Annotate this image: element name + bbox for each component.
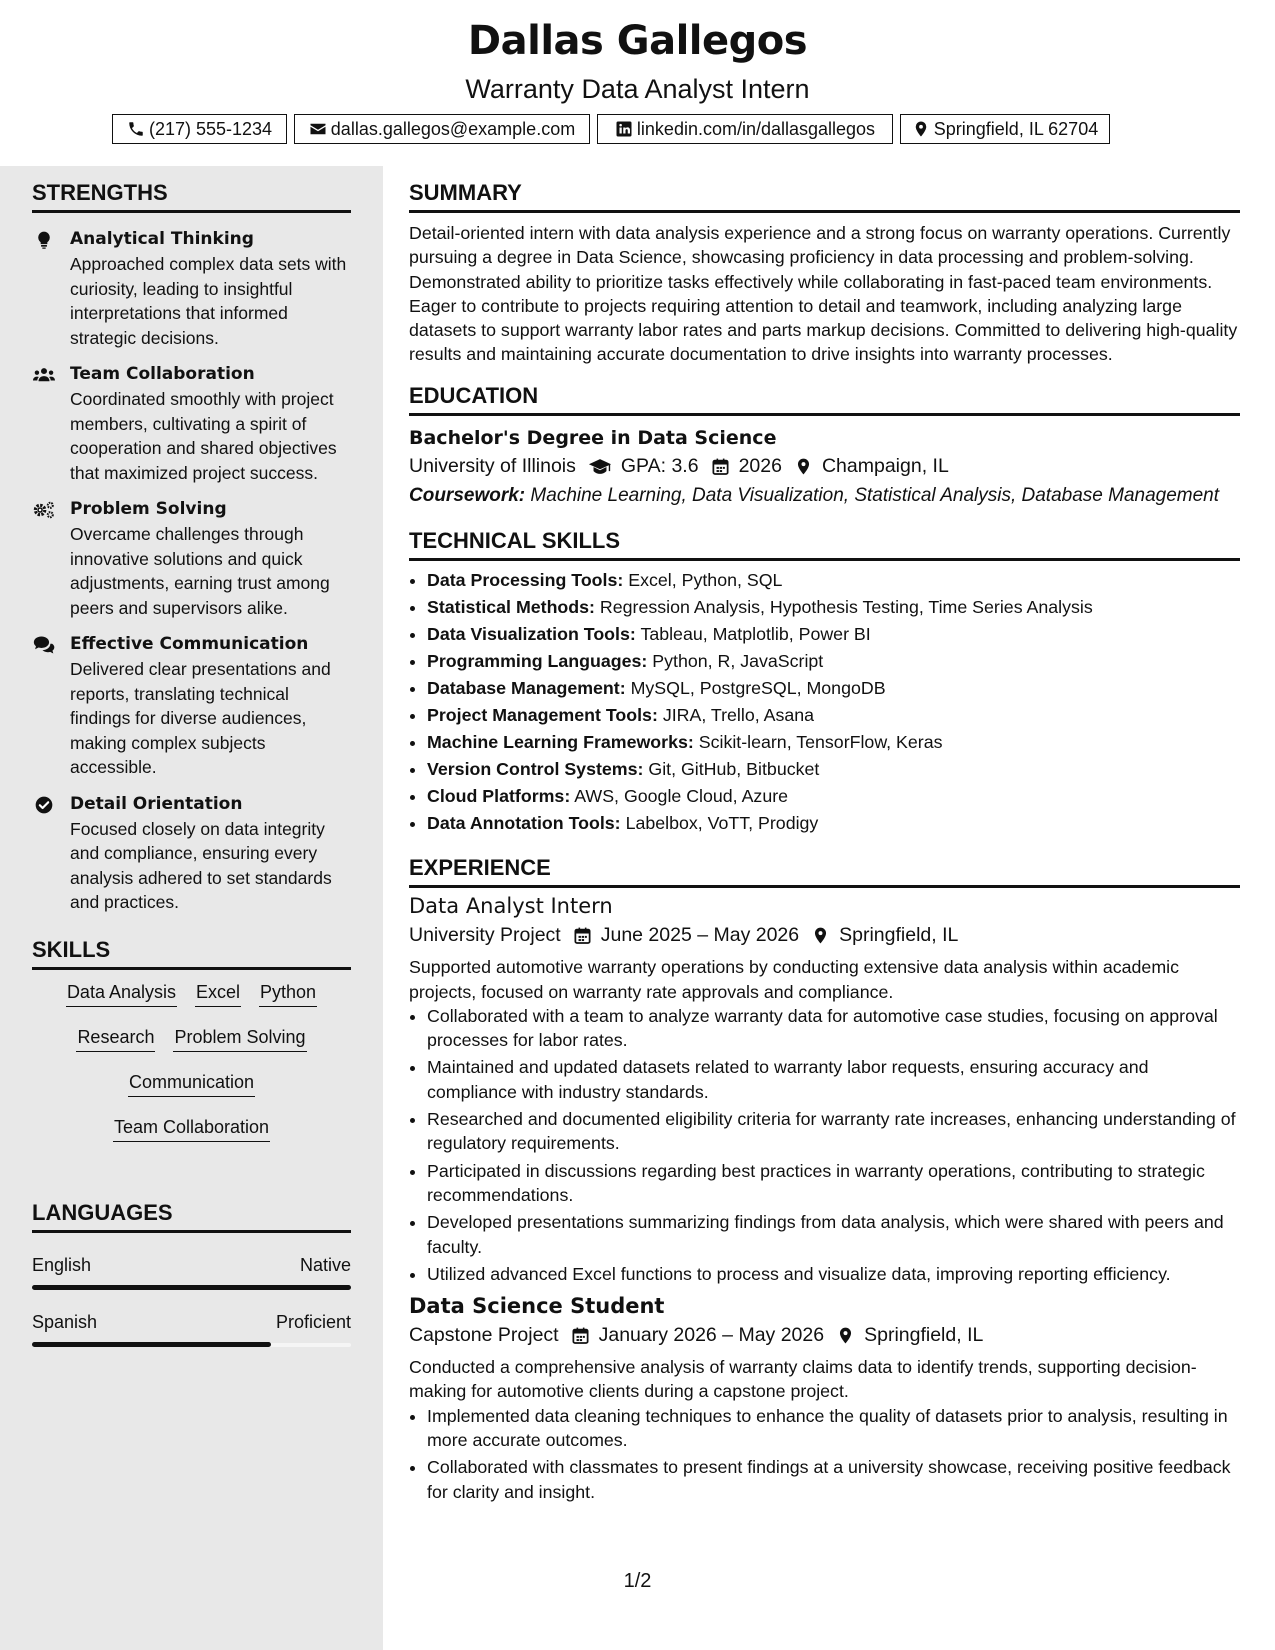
skill-category: Machine Learning Frameworks:: [427, 732, 694, 753]
list-item: • Participated in discussions regarding best practices in warranty operations, contributing to strategic recommendations.: [427, 1159, 1240, 1208]
list-item: • Utilized advanced Excel functions to process and visualize data, improving reporting efficiency.: [427, 1262, 1240, 1286]
envelope-icon: [309, 120, 327, 138]
contact-phone[interactable]: [112, 114, 287, 144]
list-item: [427, 756, 1240, 783]
skill-category: Programming Languages:: [427, 651, 648, 672]
job-summary: Supported automotive warranty operations by conducting extensive data analysis within academic projects, focused on warranty rate approvals and compliance.: [409, 957, 1179, 1002]
job-meta: [409, 924, 1240, 947]
strength-title: Problem Solving: [70, 499, 227, 519]
graduation-year: 2026: [738, 454, 782, 477]
strength-description: Coordinated smoothly with project members, cultivating a spirit of cooperation and shared objectives that maximized project success.: [70, 389, 337, 483]
strength-item: [32, 497, 351, 620]
summary-text: Detail-oriented intern with data analysis experience and a strong focus on warranty operations. Currently pursuing a degree in Data Science, showcasing proficiency in data processing and problem-solving. Demonstrated ability to prioritize tasks effectively while collaborating in fast-paced team environments. Eager to contribute to projects requiring attention to detail and teamwork, including analyzing large datasets to support warranty labor rates and parts markup decisions. Committed to delivering high-quality results and maintaining accurate documentation to drive insights into warranty processes.: [409, 223, 1238, 365]
skill-category: Data Annotation Tools:: [427, 813, 621, 834]
skill-values: Tableau, Matplotlib, Power BI: [640, 624, 871, 645]
skill-category: Data Processing Tools:: [427, 570, 624, 591]
skills-list: [32, 982, 351, 1162]
job-organization: University Project: [409, 924, 561, 947]
language-item: [32, 1312, 351, 1347]
job-title: Data Science Student: [409, 1294, 665, 1319]
chat-bubbles-icon: [32, 634, 56, 656]
school-name: University of Illinois: [409, 454, 576, 477]
strength-description: Focused closely on data integrity and compliance, ensuring every analysis adhered to set standards and practices.: [70, 818, 332, 912]
skill-values: MySQL, PostgreSQL, MongoDB: [630, 678, 886, 699]
skill-tag: Excel: [195, 982, 241, 1007]
calendar-icon: [711, 457, 730, 476]
job-bullets: [409, 1004, 1240, 1286]
map-pin-icon: [836, 1326, 855, 1345]
list-item: • Developed presentations summarizing findings from data analysis, which were shared with peers and faculty.: [427, 1210, 1240, 1259]
language-level: Proficient: [275, 1311, 351, 1332]
languages-heading: LANGUAGES: [32, 1200, 351, 1233]
skill-tag: Team Collaboration: [113, 1117, 270, 1142]
coursework-list: Machine Learning, Data Visualization, Statistical Analysis, Database Management: [530, 484, 1220, 506]
experience-heading: EXPERIENCE: [409, 855, 1240, 888]
map-pin-icon: [794, 457, 813, 476]
job-summary: Conducted a comprehensive analysis of warranty claims data to identify trends, supporting decision-making for automotive clients during a capstone project.: [409, 1357, 1197, 1402]
skills-heading: SKILLS: [32, 937, 351, 970]
skill-values: Git, GitHub, Bitbucket: [648, 759, 820, 780]
strength-description: Overcame challenges through innovative solutions and quick adjustments, earning trust among peers and supervisors alike.: [70, 524, 330, 618]
calendar-icon: [571, 1326, 590, 1345]
language-name: English: [32, 1254, 92, 1275]
contact-phone-text: (217) 555-1234: [148, 118, 273, 139]
skill-tag: Problem Solving: [173, 1027, 306, 1052]
job-dates: January 2026 – May 2026: [598, 1324, 825, 1347]
strength-description: Approached complex data sets with curiosity, leading to insightful interpretations that informed strategic decisions.: [70, 254, 347, 348]
resume-header: [0, 0, 1275, 166]
degree-title: Bachelor's Degree in Data Science: [409, 426, 777, 449]
strengths-heading: STRENGTHS: [32, 180, 351, 213]
page-number: 1/2: [623, 1570, 652, 1592]
list-item: [427, 621, 1240, 648]
experience-entry: [409, 894, 1240, 1286]
skill-category: Statistical Methods:: [427, 597, 595, 618]
skill-category: Database Management:: [427, 678, 626, 699]
check-circle-icon: [32, 794, 56, 816]
linkedin-icon: [615, 120, 633, 138]
list-item: [427, 702, 1240, 729]
strength-item: [32, 632, 351, 780]
skill-values: Scikit-learn, TensorFlow, Keras: [698, 732, 943, 753]
skill-tag: Data Analysis: [66, 982, 177, 1007]
strength-description: Delivered clear presentations and reports, translating technical findings for diverse audiences, making complex subjects accessible.: [70, 659, 331, 777]
skill-values: AWS, Google Cloud, Azure: [574, 786, 789, 807]
skill-tag: Python: [259, 982, 317, 1007]
skill-category: Version Control Systems:: [427, 759, 644, 780]
job-title-heading: Warranty Data Analyst Intern: [465, 74, 810, 104]
strength-title: Effective Communication: [70, 634, 309, 654]
contact-location: [900, 114, 1110, 144]
list-item: • Collaborated with classmates to present findings at a university showcase, receiving positive feedback for clarity and insight.: [427, 1455, 1240, 1504]
education-heading: EDUCATION: [409, 383, 1240, 416]
technical-skills-heading: TECHNICAL SKILLS: [409, 528, 1240, 561]
contact-linkedin[interactable]: [597, 114, 893, 144]
job-location: Springfield, IL: [839, 924, 959, 947]
language-name: Spanish: [32, 1311, 98, 1332]
lightbulb-icon: [32, 229, 56, 251]
contact-bar: [112, 114, 1110, 144]
job-meta: [409, 1324, 1240, 1347]
job-bullets: [409, 1404, 1240, 1504]
skill-values: Regression Analysis, Hypothesis Testing, Time Series Analysis: [599, 597, 1093, 618]
sidebar: [0, 166, 383, 1650]
list-item: • Collaborated with a team to analyze warranty data for automotive case studies, focusing on approval processes for labor rates.: [427, 1004, 1240, 1053]
language-proficiency-bar: [32, 1286, 351, 1290]
job-location: Springfield, IL: [864, 1324, 984, 1347]
job-dates: June 2025 – May 2026: [600, 924, 800, 947]
skill-tag: Communication: [128, 1072, 255, 1097]
graduation-cap-icon: [588, 457, 612, 476]
map-pin-icon: [811, 926, 830, 945]
gears-icon: [32, 499, 56, 521]
experience-entry: [409, 1294, 1240, 1504]
language-proficiency-fill: [32, 1342, 271, 1347]
skill-values: Python, R, JavaScript: [652, 651, 824, 672]
list-item: [427, 594, 1240, 621]
strength-title: Detail Orientation: [70, 793, 243, 814]
technical-skills-list: [409, 567, 1240, 837]
skill-category: Project Management Tools:: [427, 705, 658, 726]
strength-item: [32, 227, 351, 350]
coursework: [409, 484, 1240, 509]
skill-values: Excel, Python, SQL: [628, 570, 783, 591]
main-content: [409, 180, 1240, 1507]
skill-category: Data Visualization Tools:: [427, 624, 636, 645]
list-item: [427, 729, 1240, 756]
list-item: • Researched and documented eligibility criteria for warranty rate increases, enhancing understanding of regulatory requirements.: [427, 1107, 1240, 1156]
strength-item: [32, 362, 351, 485]
list-item: [427, 567, 1240, 594]
strength-item: [32, 792, 351, 915]
list-item: • Maintained and updated datasets related to warranty labor requests, ensuring accuracy and compliance with industry standards.: [427, 1055, 1240, 1104]
job-organization: Capstone Project: [409, 1324, 559, 1347]
strength-title: Team Collaboration: [70, 364, 255, 384]
language-item: [32, 1255, 351, 1290]
language-level: Native: [299, 1254, 351, 1275]
skill-values: Labelbox, VoTT, Prodigy: [625, 813, 819, 834]
skill-values: JIRA, Trello, Asana: [662, 705, 815, 726]
school-location: Champaign, IL: [821, 454, 949, 477]
skill-category: Cloud Platforms:: [427, 786, 571, 807]
education-meta: [409, 455, 1240, 478]
skill-tag: Research: [76, 1027, 155, 1052]
list-item: [427, 675, 1240, 702]
candidate-name: Dallas Gallegos: [467, 18, 808, 64]
strength-title: Analytical Thinking: [70, 229, 254, 249]
contact-email-text: dallas.gallegos@example.com: [330, 118, 576, 139]
contact-location-text: Springfield, IL 62704: [933, 118, 1099, 139]
map-pin-icon: [912, 120, 930, 138]
contact-email[interactable]: [294, 114, 590, 144]
list-item: [427, 648, 1240, 675]
list-item: [427, 810, 1240, 837]
summary-heading: SUMMARY: [409, 180, 1240, 213]
job-title: Data Analyst Intern: [409, 894, 613, 919]
list-item: [427, 783, 1240, 810]
users-icon: [32, 364, 56, 386]
list-item: • Implemented data cleaning techniques to enhance the quality of datasets prior to analysis, resulting in more accurate outcomes.: [427, 1404, 1240, 1453]
phone-icon: [127, 120, 145, 138]
coursework-label: Coursework:: [409, 484, 526, 506]
language-proficiency-bar: [32, 1343, 351, 1347]
calendar-icon: [573, 926, 592, 945]
language-proficiency-fill: [32, 1285, 351, 1290]
gpa-value: GPA: 3.6: [620, 454, 699, 477]
contact-linkedin-text: linkedin.com/in/dallasgallegos: [636, 118, 876, 139]
